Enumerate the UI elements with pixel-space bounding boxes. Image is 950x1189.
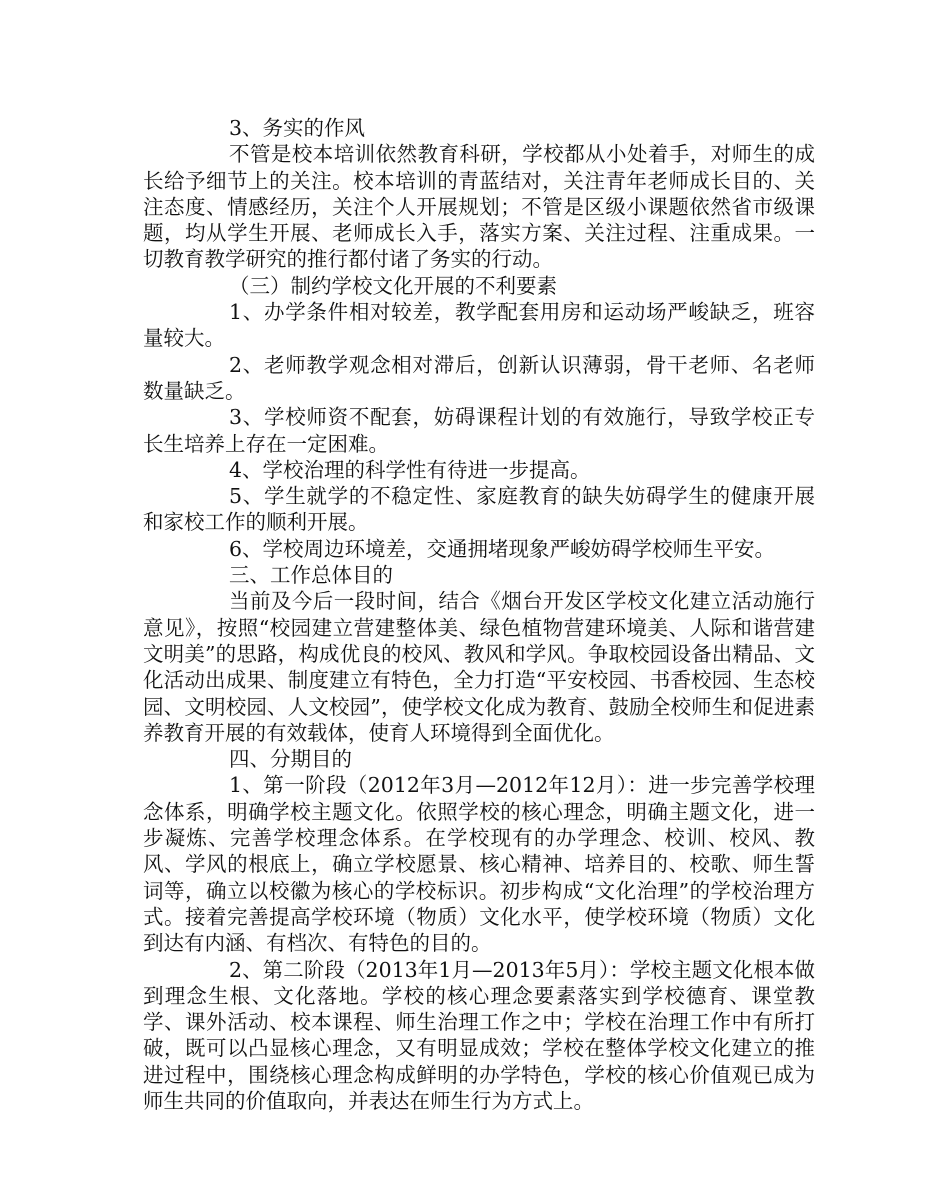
list-item-factor-3: 3、学校师资不配套，妨碍课程计划的有效施行，导致学校正专长生培养上存在一定困难。: [143, 405, 815, 456]
document-body: [143, 115, 815, 1114]
heading-practical-style: 3、务实的作风: [229, 116, 366, 140]
heading-overall-goal: 三、工作总体目的: [229, 563, 393, 588]
list-item-factor-1: 1、办学条件相对较差，教学配套用房和运动场严峻缺乏，班容量较大。: [143, 300, 815, 351]
list-item-factor-4: 4、学校治理的科学性有待进一步提高。: [229, 457, 591, 482]
list-item-factor-6: 6、学校周边环境差，交通拥堵现象严峻妨碍学校师生平安。: [229, 536, 776, 561]
heading-unfavorable-factors: （三）制约学校文化开展的不利要素: [229, 273, 557, 298]
paragraph-phase-1: 1、第一阶段（2012年3月—2012年12月）：进一步完善学校理念体系，明确学校主题文化。依照学校的核心理念，明确主题文化，进一步凝炼、完善学校理念体系。在学校现有的办学理念、校训、校风、教风、学风的根底上，确立学校愿景、核心精神、培养目的、校歌、师生誓词等，确立以校徽为核心的学校标识。初步构成“文化治理”的学校治理方式。接着完善提高学校环境（物质）文化水平，使学校环境（物质）文化到达有内涵、有档次、有特色的目的。: [143, 773, 815, 956]
paragraph-phase-2: 2、第二阶段（2013年1月—2013年5月）：学校主题文化根本做到理念生根、文化落地。学校的核心理念要素落实到学校德育、课堂教学、课外活动、校本课程、师生治理工作之中；学校在治理工作中有所打破，既可以凸显核心理念，又有明显成效；学校在整体学校文化建立的推进过程中，围绕核心理念构成鲜明的办学特色，学校的核心价值观已成为师生共同的价值取向，并表达在师生行为方式上。: [143, 957, 815, 1113]
list-item-factor-2: 2、老师教学观念相对滞后，创新认识薄弱，骨干老师、名老师数量缺乏。: [143, 352, 815, 403]
paragraph-overall-goal: 当前及今后一段时间，结合《烟台开发区学校文化建立活动施行意见》，按照“校园建立营建整体美、绿色植物营建环境美、人际和谐营建文明美”的思路，构成优良的校风、教风和学风。争取校园设备出精品、文化活动出成果、制度建立有特色，全力打造“平安校园、书香校园、生态校园、文明校园、人文校园”，使学校文化成为教育、鼓励全校师生和促进素养教育开展的有效载体，使育人环境得到全面优化。: [143, 589, 815, 745]
list-item-factor-5: 5、学生就学的不稳定性、家庭教育的缺失妨碍学生的健康开展和家校工作的顺利开展。: [143, 484, 815, 535]
heading-phased-goals: 四、分期目的: [229, 747, 352, 772]
paragraph-practical-style: 不管是校本培训依然教育科研，学校都从小处着手，对师生的成长给予细节上的关注。校本培训的青蓝结对，关注青年老师成长目的、关注态度、情感经历，关注个人开展规划；不管是区级小课题依然省市级课题，均从学生开展、老师成长入手，落实方案、关注过程、注重成果。一切教育教学研究的推行都付诸了务实的行动。: [143, 142, 815, 272]
